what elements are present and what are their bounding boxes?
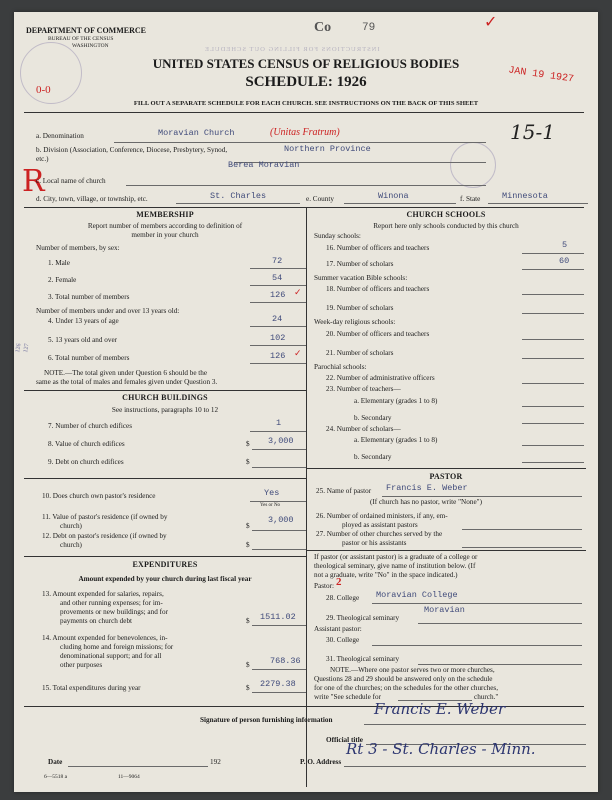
checkmark: ✓: [294, 348, 302, 358]
division-value: Northern Province: [284, 144, 371, 154]
q10-value: Yes: [264, 488, 280, 498]
q27-label-cont: pastor or his assistants: [342, 539, 407, 547]
q15-value: 2279.38: [260, 679, 296, 689]
parochial-label: Parochial schools:: [314, 363, 367, 371]
summer-label: Summer vacation Bible schools:: [314, 274, 408, 282]
age-head-label: Number of members under and over 13 years old:: [36, 307, 180, 315]
expenditures-sub: Amount expended by your church during last fiscal year: [78, 575, 252, 583]
q1-value: 72: [272, 256, 283, 266]
field-line: [522, 462, 584, 463]
field-line: [522, 383, 584, 384]
signature-label: Signature of person furnishing information: [200, 716, 333, 724]
dollar-sign: $: [246, 458, 250, 466]
q21-label: 21. Number of scholars: [326, 349, 394, 357]
field-line: [114, 142, 486, 143]
field-line: [250, 501, 306, 502]
form-number-2: 11—9064: [118, 774, 140, 780]
q1-label: 1. Male: [48, 259, 70, 267]
q24-label: 24. Number of scholars—: [326, 425, 401, 433]
q8-label: 8. Value of church edifices: [48, 440, 125, 448]
buildings-heading: CHURCH BUILDINGS: [122, 393, 208, 402]
field-line: [522, 269, 584, 270]
weekday-label: Week-day religious schools:: [314, 318, 396, 326]
q29-value: Moravian: [424, 605, 465, 615]
q3-value: 126: [270, 290, 286, 300]
q5-label: 5. 13 years old and over: [48, 336, 118, 344]
q13-line4: payments on church debt: [60, 617, 133, 625]
membership-sub1: Report number of members according to definition of: [87, 222, 243, 230]
field-line: [364, 724, 586, 725]
q30-label: 30. College: [326, 636, 360, 644]
dollar-sign: $: [246, 617, 250, 625]
red-mark: 2: [336, 576, 342, 588]
date-label: Date: [48, 758, 63, 766]
q23-label: 23. Number of teachers—: [326, 385, 401, 393]
q31-label: 31. Theological seminary: [326, 655, 400, 663]
pastor-note3: for one of the churches; on the schedules for the other churches,: [314, 684, 499, 692]
dollar-sign: $: [246, 541, 250, 549]
field-line: [522, 313, 584, 314]
field-line: [252, 692, 306, 693]
schools-sub: Report here only schools conducted by this church: [373, 222, 519, 230]
column-divider: [306, 207, 307, 787]
q25-value: Francis E. Weber: [386, 483, 468, 493]
q17-value: 60: [559, 256, 570, 266]
q11-value: 3,000: [268, 515, 294, 525]
field-line: [382, 496, 582, 497]
q11-label: 11. Value of pastor's residence (if owned by: [42, 513, 168, 521]
local-name-label: c. Local name of church: [36, 177, 106, 185]
q29-label: 29. Theological seminary: [326, 614, 400, 622]
field-line: [522, 406, 584, 407]
county-value: Winona: [378, 191, 409, 201]
q7-value: 1: [276, 418, 282, 428]
field-line: [418, 664, 582, 665]
field-line: [252, 467, 306, 468]
field-line: [250, 302, 306, 303]
postmark-stamp: [450, 142, 496, 188]
q15-label: 15. Total expenditures during year: [42, 684, 141, 692]
q7-label: 7. Number of church edifices: [48, 422, 133, 430]
q27-label: 27. Number of other churches served by the: [316, 530, 443, 538]
field-line: [344, 766, 586, 767]
divider: [306, 550, 586, 551]
city-value: St. Charles: [210, 191, 267, 201]
field-line: [252, 449, 306, 450]
membership-sub2: member in your church: [131, 231, 199, 239]
form-subtitle: SCHEDULE: 1926: [245, 74, 367, 90]
divider: [24, 207, 584, 208]
q3-label: 3. Total number of members: [48, 293, 130, 301]
pastor-note2: Questions 28 and 29 should be answered only on the schedule: [314, 675, 493, 683]
field-line: [522, 423, 584, 424]
field-line: [250, 268, 306, 269]
field-line: [176, 203, 300, 204]
serial-prefix: Co: [314, 20, 332, 35]
state-label: f. State: [460, 195, 481, 203]
by-sex-label: Number of members, by sex:: [36, 244, 120, 252]
q19-label: 19. Number of scholars: [326, 304, 394, 312]
dept-name: DEPARTMENT OF COMMERCE: [26, 26, 147, 35]
q23a-label: a. Elementary (grades 1 to 8): [354, 397, 438, 405]
denomination-value: Moravian Church: [158, 128, 235, 138]
q14-line4: other purposes: [60, 661, 103, 669]
field-line: [250, 285, 306, 286]
postmark-stamp: [20, 42, 82, 104]
q28-value: Moravian College: [376, 590, 458, 600]
mark-r: R: [22, 164, 45, 199]
field-line: [250, 326, 306, 327]
sunday-label: Sunday schools:: [314, 232, 361, 240]
q2-label: 2. Female: [48, 276, 77, 284]
field-line: [462, 529, 582, 530]
q10-label: 10. Does church own pastor's residence: [42, 492, 156, 500]
q20-label: 20. Number of officers and teachers: [326, 330, 430, 338]
q28-label: 28. College: [326, 594, 360, 602]
denomination-label: a. Denomination: [36, 132, 84, 140]
field-line: [522, 294, 584, 295]
bureau-name: BUREAU OF THE CENSUS: [48, 36, 114, 42]
q14-line3: denominational support; and for all: [60, 652, 162, 660]
grad-line3: not a graduate, write "No" in the space indicated.): [314, 571, 458, 579]
dollar-sign: $: [246, 440, 250, 448]
q4-value: 24: [272, 314, 283, 324]
field-line: [372, 645, 582, 646]
grad-line1: If pastor (or assistant pastor) is a graduate of a college or: [314, 553, 478, 561]
q13-value: 1511.02: [260, 612, 296, 622]
q11-label-cont: church): [60, 522, 82, 530]
q13-line2: and other running expenses; for im-: [60, 599, 163, 607]
q5-value: 102: [270, 333, 286, 343]
q23b-label: b. Secondary: [354, 414, 392, 422]
pastor-sub-label: Pastor:: [314, 582, 334, 590]
asst-pastor-label: Assistant pastor:: [314, 625, 362, 633]
form-title: UNITED STATES CENSUS OF RELIGIOUS BODIES: [152, 56, 460, 71]
field-line: [462, 547, 582, 548]
po-address-label: P. O. Address: [300, 758, 342, 766]
field-line: [344, 203, 456, 204]
margin-note-2: 127: [23, 343, 31, 354]
q12-label: 12. Debt on pastor's residence (if owned by: [42, 532, 167, 540]
field-line: [252, 625, 306, 626]
q12-label-cont: church): [60, 541, 82, 549]
q4-label: 4. Under 13 years of age: [48, 317, 119, 325]
grad-line2: theological seminary, give name of institution below. (If: [314, 562, 476, 570]
field-line: [522, 358, 584, 359]
q17-label: 17. Number of scholars: [326, 260, 394, 268]
official-title-label: Official title: [326, 736, 363, 744]
q22-label: 22. Number of administrative officers: [326, 374, 435, 382]
divider: [24, 478, 306, 479]
pastor-heading: PASTOR: [429, 472, 463, 481]
field-line: [418, 623, 582, 624]
code-value: 15-1: [510, 120, 555, 144]
year-label: 192: [210, 758, 221, 766]
field-line: [372, 603, 582, 604]
divider: [24, 112, 584, 113]
serial-number: 79: [362, 22, 376, 34]
field-line: [250, 431, 306, 432]
census-schedule: [14, 12, 598, 792]
mark-oo: 0-0: [36, 84, 51, 96]
membership-note1: NOTE.—The total given under Question 6 should be the: [44, 369, 208, 377]
city-label: d. City, town, village, or township, etc.: [36, 195, 148, 203]
q2-value: 54: [272, 273, 283, 283]
q16-label: 16. Number of officers and teachers: [326, 244, 430, 252]
q9-label: 9. Debt on church edifices: [48, 458, 124, 466]
q18-label: 18. Number of officers and teachers: [326, 285, 430, 293]
checkmark: ✓: [294, 287, 302, 297]
q16-value: 5: [562, 240, 568, 250]
q24b-label: b. Secondary: [354, 453, 392, 461]
q25-note: (If church has no pastor, write "None"): [370, 498, 482, 506]
state-value: Minnesota: [502, 191, 548, 201]
field-line: [126, 185, 486, 186]
local-name-value: Berea Moravian: [228, 160, 300, 170]
q6-label: 6. Total number of members: [48, 354, 130, 362]
expenditures-heading: EXPENDITURES: [132, 560, 198, 569]
membership-heading: MEMBERSHIP: [136, 210, 194, 219]
field-line: [522, 339, 584, 340]
city-name: WASHINGTON: [72, 43, 109, 49]
q14-value: 768.36: [270, 656, 301, 666]
po-address-value: Rt 3 - St. Charles - Minn.: [346, 740, 536, 758]
signature-value: Francis E. Weber: [374, 700, 506, 718]
pastor-note4: write "See schedule for: [314, 693, 381, 701]
pastor-note5: church.": [474, 693, 499, 701]
q26-label: 26. Number of ordained ministers, if any, em-: [316, 512, 448, 520]
q13-line1: 13. Amount expended for salaries, repairs,: [42, 590, 164, 598]
field-line: [522, 253, 584, 254]
field-line: [68, 766, 208, 767]
field-line: [252, 549, 306, 550]
divider: [24, 390, 306, 391]
field-line: [252, 669, 306, 670]
bleed-through-text: INSTRUCTIONS FOR FILLING OUT SCHEDULE: [204, 46, 380, 53]
checkmark: ✓: [484, 14, 498, 31]
dollar-sign: $: [246, 661, 250, 669]
q14-line1: 14. Amount expended for benevolences, in-: [42, 634, 168, 642]
membership-note2: same as the total of males and females given under Question 3.: [36, 378, 218, 386]
field-line: [252, 530, 306, 531]
q24a-label: a. Elementary (grades 1 to 8): [354, 436, 438, 444]
schools-heading: CHURCH SCHOOLS: [406, 210, 486, 219]
county-label: e. County: [306, 195, 334, 203]
q14-line2: cluding home and foreign missions; for: [60, 643, 174, 651]
denomination-note: (Unitas Fratrum): [270, 127, 340, 138]
q13-line3: provements or new buildings; and for: [60, 608, 168, 616]
pastor-note1: NOTE.—Where one pastor serves two or more churches,: [330, 666, 495, 674]
yes-no-hint: Yes or No: [260, 503, 281, 508]
instruction-line: FILL OUT A SEPARATE SCHEDULE FOR EACH CHURCH. SEE INSTRUCTIONS ON THE BACK OF THIS SHEET: [133, 100, 479, 107]
field-line: [522, 445, 584, 446]
q25-label: 25. Name of pastor: [316, 487, 372, 495]
received-date-stamp: JAN 19 1927: [507, 65, 575, 86]
divider: [24, 556, 306, 557]
q8-value: 3,000: [268, 436, 294, 446]
dollar-sign: $: [246, 684, 250, 692]
q26-label-cont: ployed as assistant pastors: [342, 521, 418, 529]
buildings-sub: See instructions, paragraphs 10 to 12: [111, 406, 219, 414]
form-number: 6—5518 a: [44, 774, 68, 780]
division-label: b. Division (Association, Conference, Diocese, Presbytery, Synod, etc.): [36, 146, 228, 163]
dollar-sign: $: [246, 522, 250, 530]
margin-note-1: 126: [15, 343, 23, 354]
q6-value: 126: [270, 351, 286, 361]
divider: [306, 468, 586, 469]
field-line: [250, 345, 306, 346]
field-line: [488, 203, 588, 204]
field-line: [250, 363, 306, 364]
